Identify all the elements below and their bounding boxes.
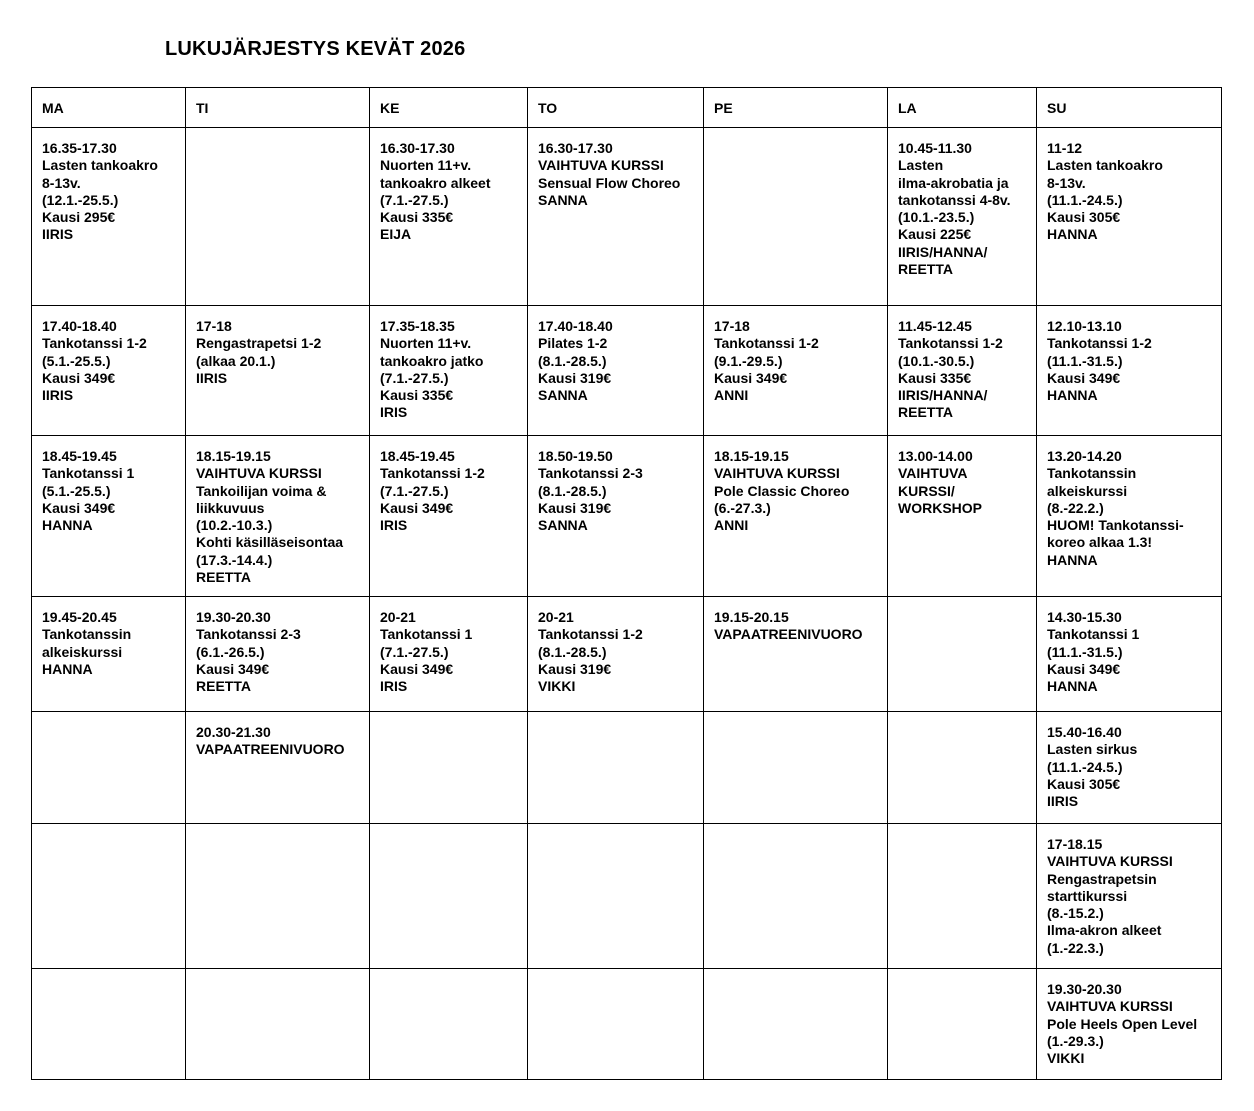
class-time: 17-18 (196, 318, 232, 334)
class-info-line: Kausi 349€ (714, 369, 788, 386)
class-cell-su (1037, 306, 1222, 436)
class-info-line: REETTA (196, 569, 251, 586)
class-cell-la (888, 306, 1037, 436)
class-cell-su (1037, 128, 1222, 306)
class-info-line: (10.1.-23.5.) (898, 209, 975, 226)
class-cell-ke (370, 712, 528, 824)
class-info-line: WORKSHOP (898, 499, 982, 516)
schedule-row (32, 824, 1222, 969)
class-info-line: (7.1.-27.5.) (380, 369, 449, 386)
class-info-line: (1.-22.3.) (1047, 939, 1104, 956)
class-time: 18.50-19.50 (538, 448, 613, 464)
class-info-line: 8-13v. (42, 174, 81, 191)
class-time: 17.40-18.40 (538, 318, 613, 334)
class-time: 18.15-19.15 (714, 448, 789, 464)
class-info-line: alkeiskurssi (1047, 482, 1128, 499)
class-info-line: VIKKI (1047, 1050, 1085, 1067)
class-cell-to (528, 824, 704, 969)
class-cell-su (1037, 597, 1222, 712)
day-header-to: TO (528, 88, 704, 128)
class-info-line: (8.-15.2.) (1047, 905, 1104, 922)
class-info-line: (7.1.-27.5.) (380, 191, 449, 208)
class-cell-ma (32, 969, 186, 1080)
class-info-line: VAPAATREENIVUORO (196, 741, 345, 758)
class-info-line: SANNA (538, 191, 588, 208)
class-cell-la (888, 597, 1037, 712)
class-info-line: (6.1.-26.5.) (196, 643, 265, 660)
class-info-line: IIRIS (42, 387, 74, 404)
class-info-line: IRIS (380, 678, 408, 695)
day-header-pe: PE (704, 88, 888, 128)
class-info-line: Rengastrapetsin (1047, 870, 1157, 887)
class-info-line: ANNI (714, 517, 749, 534)
class-cell-to (528, 712, 704, 824)
class-time: 19.30-20.30 (196, 609, 271, 625)
class-cell-ma (32, 597, 186, 712)
class-cell-ti (186, 824, 370, 969)
class-info-line: Lasten tankoakro (42, 157, 158, 174)
class-info-line: (11.1.-24.5.) (1047, 191, 1123, 208)
class-info-line: Ilma-akron alkeet (1047, 922, 1162, 939)
class-info-line: Rengastrapetsi 1-2 (196, 335, 322, 352)
class-info-line: Kausi 319€ (538, 499, 612, 516)
class-info-line: 8-13v. (1047, 174, 1086, 191)
class-info-line: (5.1.-25.5.) (42, 482, 111, 499)
class-info-line: (8.1.-28.5.) (538, 352, 607, 369)
class-cell-la (888, 824, 1037, 969)
class-info-line: Tankotanssi 1-2 (898, 335, 1003, 352)
class-info-line: ANNI (714, 387, 749, 404)
class-time: 18.45-19.45 (42, 448, 117, 464)
class-info-line: Tankotanssi 1-2 (1047, 335, 1152, 352)
class-info-line: Kausi 305€ (1047, 209, 1121, 226)
class-info-line: Kausi 349€ (196, 660, 270, 677)
class-info-line: (1.-29.3.) (1047, 1032, 1104, 1049)
class-time: 11.45-12.45 (898, 318, 972, 334)
class-info-line: VAPAATREENIVUORO (714, 626, 863, 643)
class-info-line: (8.1.-28.5.) (538, 643, 607, 660)
class-time: 17.35-18.35 (380, 318, 455, 334)
class-time: 19.45-20.45 (42, 609, 117, 625)
schedule-row (32, 306, 1222, 436)
class-info-line: VIKKI (538, 678, 576, 695)
class-info-line: HANNA (1047, 678, 1098, 695)
class-info-line: ilma-akrobatia ja (898, 174, 1009, 191)
class-time: 11-12 (1047, 140, 1083, 156)
class-time: 17-18.15 (1047, 836, 1103, 852)
class-cell-ma (32, 712, 186, 824)
class-cell-ma (32, 306, 186, 436)
class-info-line: koreo alkaa 1.3! (1047, 534, 1153, 551)
page-title: LUKUJÄRJESTYS KEVÄT 2026 (165, 38, 466, 60)
class-time: 18.15-19.15 (196, 448, 271, 464)
class-info-line: (5.1.-25.5.) (42, 352, 111, 369)
class-info-line: VAIHTUVA KURSSI (1047, 853, 1173, 870)
class-info-line: liikkuvuus (196, 499, 265, 516)
class-cell-pe (704, 128, 888, 306)
class-info-line: HANNA (1047, 226, 1098, 243)
class-time: 20-21 (380, 609, 416, 625)
day-header-ke: KE (370, 88, 528, 128)
class-info-line: Kausi 295€ (42, 209, 116, 226)
class-time: 17-18 (714, 318, 750, 334)
day-header-ti: TI (186, 88, 370, 128)
class-info-line: (11.1.-31.5.) (1047, 643, 1123, 660)
class-cell-ti (186, 969, 370, 1080)
class-info-line: REETTA (898, 404, 953, 421)
class-cell-ti (186, 712, 370, 824)
class-info-line: IIRIS (196, 369, 228, 386)
class-cell-la (888, 712, 1037, 824)
class-cell-to (528, 969, 704, 1080)
day-header-su: SU (1037, 88, 1222, 128)
class-info-line: Lasten (898, 157, 944, 174)
class-info-line: (11.1.-24.5.) (1047, 758, 1123, 775)
class-info-line: (9.1.-29.5.) (714, 352, 783, 369)
class-time: 13.00-14.00 (898, 448, 973, 464)
class-info-line: Kausi 349€ (380, 660, 454, 677)
class-info-line: Pole Classic Choreo (714, 482, 850, 499)
class-info-line: Lasten tankoakro (1047, 157, 1163, 174)
class-cell-pe (704, 436, 888, 597)
class-info-line: VAIHTUVA KURSSI (714, 465, 840, 482)
class-info-line: Tankotanssi 1-2 (538, 626, 643, 643)
class-info-line: Tankotanssi 2-3 (196, 626, 301, 643)
schedule-table (31, 87, 1222, 1080)
class-info-line: HANNA (42, 517, 93, 534)
class-cell-pe (704, 824, 888, 969)
class-cell-ke (370, 597, 528, 712)
class-cell-ke (370, 436, 528, 597)
class-info-line: SANNA (538, 387, 588, 404)
class-info-line: Sensual Flow Choreo (538, 174, 681, 191)
class-info-line: (alkaa 20.1.) (196, 352, 276, 369)
class-info-line: Tankoilijan voima & (196, 482, 327, 499)
class-info-line: Kausi 349€ (380, 499, 454, 516)
class-time: 20-21 (538, 609, 574, 625)
class-info-line: REETTA (898, 261, 953, 278)
class-info-line: EIJA (380, 226, 412, 243)
class-cell-pe (704, 597, 888, 712)
class-info-line: (8.1.-28.5.) (538, 482, 607, 499)
class-time: 15.40-16.40 (1047, 724, 1122, 740)
class-cell-to (528, 436, 704, 597)
class-info-line: Kausi 335€ (380, 387, 454, 404)
class-time: 17.40-18.40 (42, 318, 117, 334)
class-info-line: Tankotanssin (1047, 465, 1137, 482)
class-info-line: VAIHTUVA KURSSI (1047, 998, 1173, 1015)
class-info-line: (8.-22.2.) (1047, 499, 1104, 516)
class-time: 16.35-17.30 (42, 140, 117, 156)
class-cell-ke (370, 969, 528, 1080)
schedule-row (32, 712, 1222, 824)
class-info-line: IIRIS (42, 226, 74, 243)
class-info-line: HANNA (42, 660, 93, 677)
class-cell-su (1037, 824, 1222, 969)
class-time: 14.30-15.30 (1047, 609, 1122, 625)
class-info-line: (6.-27.3.) (714, 499, 771, 516)
class-cell-ti (186, 597, 370, 712)
class-info-line: Pole Heels Open Level (1047, 1015, 1198, 1032)
schedule-row (32, 969, 1222, 1080)
class-cell-la (888, 128, 1037, 306)
class-info-line: (10.2.-10.3.) (196, 517, 273, 534)
class-info-line: Tankotanssi 2-3 (538, 465, 643, 482)
class-info-line: starttikurssi (1047, 887, 1128, 904)
class-cell-ke (370, 824, 528, 969)
class-info-line: Tankotanssi 1 (380, 626, 473, 643)
class-time: 12.10-13.10 (1047, 318, 1122, 334)
class-info-line: (12.1.-25.5.) (42, 191, 119, 208)
class-info-line: (7.1.-27.5.) (380, 643, 449, 660)
class-cell-to (528, 306, 704, 436)
class-cell-pe (704, 712, 888, 824)
class-info-line: Kausi 349€ (1047, 369, 1121, 386)
class-info-line: Tankotanssi 1-2 (714, 335, 819, 352)
class-info-line: HANNA (1047, 387, 1098, 404)
class-time: 18.45-19.45 (380, 448, 455, 464)
class-cell-ke (370, 306, 528, 436)
class-cell-to (528, 128, 704, 306)
class-info-line: Kausi 349€ (42, 499, 116, 516)
class-info-line: IIRIS (1047, 793, 1079, 810)
class-info-line: HUOM! Tankotanssi- (1047, 517, 1184, 534)
class-time: 10.45-11.30 (898, 140, 972, 156)
class-cell-ti (186, 128, 370, 306)
class-time: 13.20-14.20 (1047, 448, 1122, 464)
class-info-line: (7.1.-27.5.) (380, 482, 449, 499)
class-info-line: IRIS (380, 517, 408, 534)
class-cell-la (888, 969, 1037, 1080)
class-info-line: VAIHTUVA KURSSI (538, 157, 664, 174)
class-info-line: Tankotanssi 1 (42, 465, 135, 482)
class-info-line: REETTA (196, 678, 251, 695)
class-info-line: Kausi 349€ (1047, 660, 1121, 677)
class-info-line: Kausi 225€ (898, 226, 972, 243)
class-cell-ma (32, 436, 186, 597)
class-info-line: Kausi 335€ (380, 209, 454, 226)
class-info-line: (10.1.-30.5.) (898, 352, 975, 369)
class-time: 16.30-17.30 (380, 140, 455, 156)
class-info-line: Tankotanssin (42, 626, 132, 643)
class-time: 16.30-17.30 (538, 140, 613, 156)
class-cell-to (528, 597, 704, 712)
class-time: 19.30-20.30 (1047, 981, 1122, 997)
class-info-line: Tankotanssi 1-2 (380, 465, 485, 482)
class-info-line: Lasten sirkus (1047, 741, 1138, 758)
class-info-line: VAIHTUVA (898, 465, 968, 482)
class-info-line: Kohti käsilläseisontaa (196, 534, 344, 551)
schedule-row (32, 436, 1222, 597)
class-info-line: tankoakro alkeet (380, 174, 491, 191)
class-cell-pe (704, 969, 888, 1080)
class-cell-pe (704, 306, 888, 436)
class-time: 20.30-21.30 (196, 724, 271, 740)
class-info-line: tankotanssi 4-8v. (898, 191, 1011, 208)
class-cell-ma (32, 128, 186, 306)
class-info-line: KURSSI/ (898, 482, 955, 499)
class-info-line: Kausi 335€ (898, 369, 972, 386)
class-info-line: Kausi 305€ (1047, 775, 1121, 792)
class-time: 19.15-20.15 (714, 609, 789, 625)
class-info-line: Tankotanssi 1-2 (42, 335, 147, 352)
day-header-ma: MA (32, 88, 186, 128)
class-info-line: Kausi 319€ (538, 660, 612, 677)
schedule-row (32, 128, 1222, 306)
class-cell-ti (186, 306, 370, 436)
class-cell-su (1037, 436, 1222, 597)
class-info-line: tankoakro jatko (380, 352, 484, 369)
class-info-line: alkeiskurssi (42, 643, 123, 660)
day-header-row (32, 88, 1222, 128)
class-cell-ma (32, 824, 186, 969)
class-cell-la (888, 436, 1037, 597)
class-info-line: (17.3.-14.4.) (196, 551, 273, 568)
class-info-line: Kausi 319€ (538, 369, 612, 386)
class-info-line: (11.1.-31.5.) (1047, 352, 1123, 369)
class-cell-ke (370, 128, 528, 306)
class-info-line: Pilates 1-2 (538, 335, 608, 352)
class-info-line: Tankotanssi 1 (1047, 626, 1140, 643)
class-cell-su (1037, 712, 1222, 824)
class-cell-su (1037, 969, 1222, 1080)
class-info-line: IRIS (380, 404, 408, 421)
class-info-line: IIRIS/HANNA/ (898, 243, 988, 260)
class-info-line: Nuorten 11+v. (380, 335, 472, 352)
class-info-line: SANNA (538, 517, 588, 534)
class-info-line: HANNA (1047, 551, 1098, 568)
class-info-line: IIRIS/HANNA/ (898, 387, 988, 404)
class-cell-ti (186, 436, 370, 597)
class-info-line: Nuorten 11+v. (380, 157, 472, 174)
class-info-line: Kausi 349€ (42, 369, 116, 386)
class-info-line: VAIHTUVA KURSSI (196, 465, 322, 482)
day-header-la: LA (888, 88, 1037, 128)
schedule-row (32, 597, 1222, 712)
